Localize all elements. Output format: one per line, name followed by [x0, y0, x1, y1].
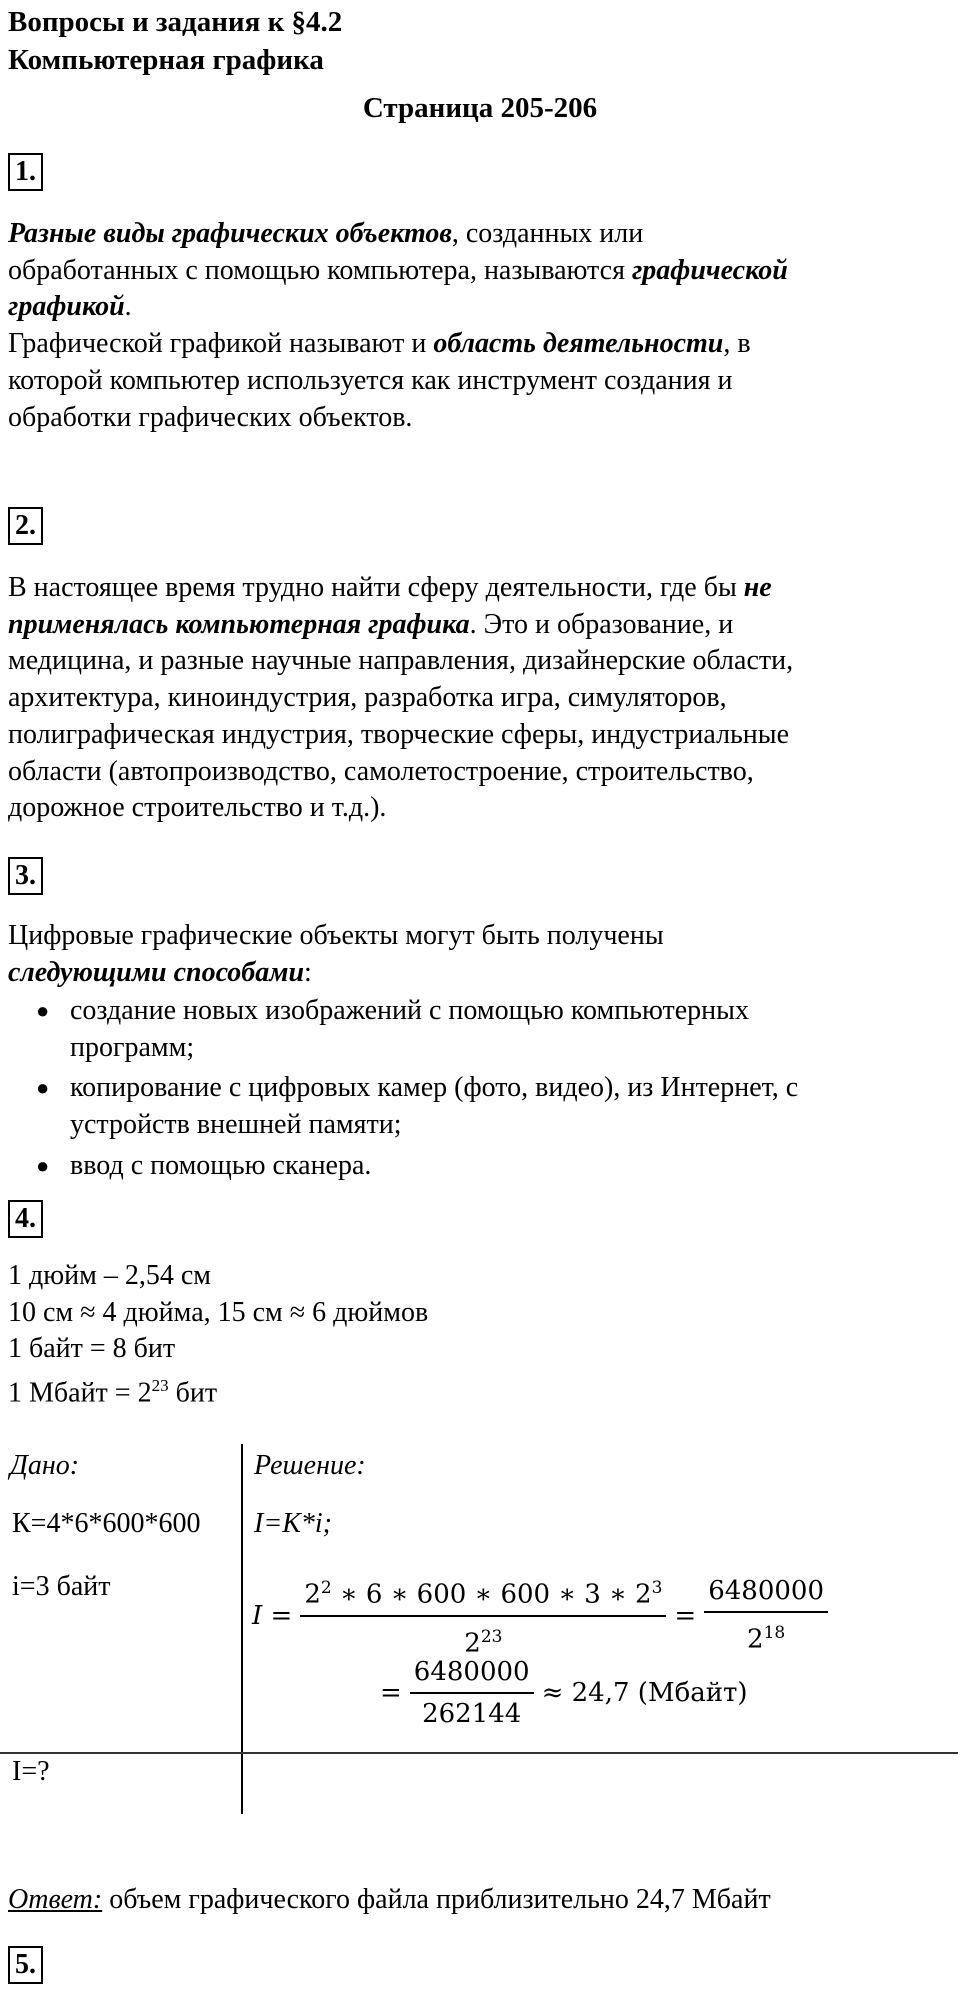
text-segment: : — [304, 956, 312, 988]
emphasized-term: следующими способами — [8, 956, 305, 988]
topic-title: Компьютерная графика — [8, 44, 324, 76]
bullet-icon: ● — [36, 1075, 50, 1101]
fraction-1-numerator: $2^2$ ∗ 6 ∗ 600 ∗ 600 ∗ 3 ∗ $2^3$ — [300, 1568, 666, 1617]
fraction-1 — [300, 1568, 666, 1663]
bullet-item — [36, 1070, 936, 1143]
task-2-text — [8, 570, 948, 827]
task-3-bullets — [36, 993, 936, 1185]
text-segment: обработанных с помощью компьютера, называются — [8, 254, 632, 286]
text-line — [8, 1331, 948, 1368]
page-heading: Вопросы и задания к §4.2 — [8, 6, 343, 38]
fraction-2-numerator: 6480000 — [704, 1571, 828, 1613]
task-1-text — [8, 216, 948, 436]
text-segment: 1 байт = 8 бит — [8, 1333, 176, 1365]
text-segment: 10 см ≈ 4 дюйма, 15 см ≈ 6 дюймов — [8, 1296, 429, 1328]
solution-label: Решение: — [254, 1450, 366, 1481]
answer-text: объем графического файла приблизительно 24,7 Мбайт — [102, 1884, 771, 1915]
bullet-line: устройств внешней памяти; — [70, 1109, 402, 1141]
mbyte-exp: 23 — [151, 1376, 169, 1395]
bullet-line: создание новых изображений с помощью компьютерных — [70, 995, 749, 1026]
answer-label: Ответ: — [8, 1884, 103, 1915]
given-k: К=4*6*600*600 — [12, 1508, 201, 1539]
bullet-item — [36, 993, 936, 1066]
result-approx: ≈ 24,7 (Мбайт) — [541, 1678, 748, 1708]
text-line — [8, 918, 948, 955]
formula-main — [252, 1568, 828, 1663]
text-segment: архитектура, киноиндустрия, разработка игра, симуляторов, — [8, 682, 727, 714]
text-line — [8, 326, 948, 363]
emphasized-term: графикой — [8, 291, 125, 323]
text-line — [8, 754, 948, 791]
answer-line — [8, 1884, 771, 1916]
text-line — [8, 363, 948, 400]
fraction-3-numerator: 6480000 — [410, 1652, 534, 1694]
bullet-line: программ; — [70, 1031, 195, 1063]
text-segment: , созданных или — [451, 218, 644, 249]
text-line — [8, 955, 948, 992]
text-segment: . — [124, 291, 132, 323]
text-segment: В настоящее время трудно найти сферу деятельности, где бы — [8, 572, 744, 603]
emphasized-term: Разные виды графических объектов — [8, 218, 452, 249]
text-line — [8, 1258, 948, 1295]
equals: = — [380, 1678, 402, 1708]
text-line — [8, 400, 948, 437]
table-divider-horizontal — [0, 1752, 958, 1754]
task-4-text — [8, 1258, 948, 1368]
mbyte-post: бит — [168, 1377, 218, 1409]
text-segment: , в — [723, 328, 751, 360]
fraction-3 — [410, 1652, 534, 1734]
table-divider-vertical — [241, 1444, 243, 1814]
task-number-1: 1. — [8, 153, 43, 191]
text-line — [8, 1295, 948, 1332]
page-range: Страница 205-206 — [362, 92, 598, 124]
formula-result — [380, 1652, 748, 1734]
fraction-3-denominator: 262144 — [422, 1699, 522, 1729]
text-line — [8, 570, 948, 607]
text-line — [8, 680, 948, 717]
text-line — [8, 607, 948, 644]
fraction-2-denominator: $2^{18}$ — [747, 1623, 786, 1655]
task-number-3: 3. — [8, 857, 43, 895]
text-segment: 1 дюйм – 2,54 см — [8, 1260, 212, 1291]
text-segment: полиграфическая индустрия, творческие сферы, индустриальные — [8, 718, 790, 750]
text-segment: дорожное строительство и т.д.). — [8, 792, 387, 824]
text-segment: обработки графических объектов. — [8, 401, 413, 433]
text-line — [8, 717, 948, 754]
equals: = — [674, 1600, 697, 1631]
find-value: I=? — [12, 1756, 50, 1787]
text-line — [8, 643, 948, 680]
given-label: Дано: — [10, 1450, 80, 1481]
task-number-4: 4. — [8, 1200, 43, 1238]
task-number-5: 5. — [8, 1946, 43, 1984]
text-segment: медицина, и разные научные направления, дизайнерские области, — [8, 645, 794, 677]
text-line — [8, 790, 948, 827]
bullet-icon: ● — [36, 998, 50, 1023]
text-segment: Графической графикой называют и — [8, 328, 434, 360]
text-line — [8, 216, 948, 253]
text-segment: . Это и образование, и — [469, 608, 734, 640]
emphasized-term: применялась компьютерная графика — [8, 608, 470, 640]
task-number-2: 2. — [8, 507, 43, 545]
text-line — [8, 289, 948, 326]
emphasized-term: не — [743, 572, 772, 603]
formula-lhs: I = — [252, 1600, 293, 1631]
bullet-line: ввод с помощью сканера. — [70, 1149, 372, 1181]
bullet-item — [36, 1148, 936, 1185]
fraction-1-denominator: $2^{23}$ — [464, 1626, 503, 1659]
text-segment: которой компьютер используется как инструмент создания и — [8, 364, 733, 396]
mbyte-line — [8, 1368, 217, 1411]
formula-basic: I=K*i; — [254, 1508, 332, 1539]
given-i: i=3 байт — [12, 1571, 111, 1602]
bullet-icon: ● — [36, 1152, 50, 1178]
emphasized-term: графической — [631, 254, 788, 286]
text-line — [8, 253, 948, 290]
fraction-2 — [704, 1571, 828, 1660]
text-segment: Цифровые графические объекты могут быть получены — [8, 920, 664, 951]
task-3-text — [8, 918, 948, 991]
text-segment: области (автопроизводство, самолетостроение, строительство, — [8, 755, 754, 787]
mbyte-pre: 1 Мбайт = 2 — [8, 1377, 152, 1409]
bullet-line: копирование с цифровых камер (фото, видео), из Интернет, с — [70, 1072, 799, 1104]
emphasized-term: область деятельности — [433, 328, 724, 360]
